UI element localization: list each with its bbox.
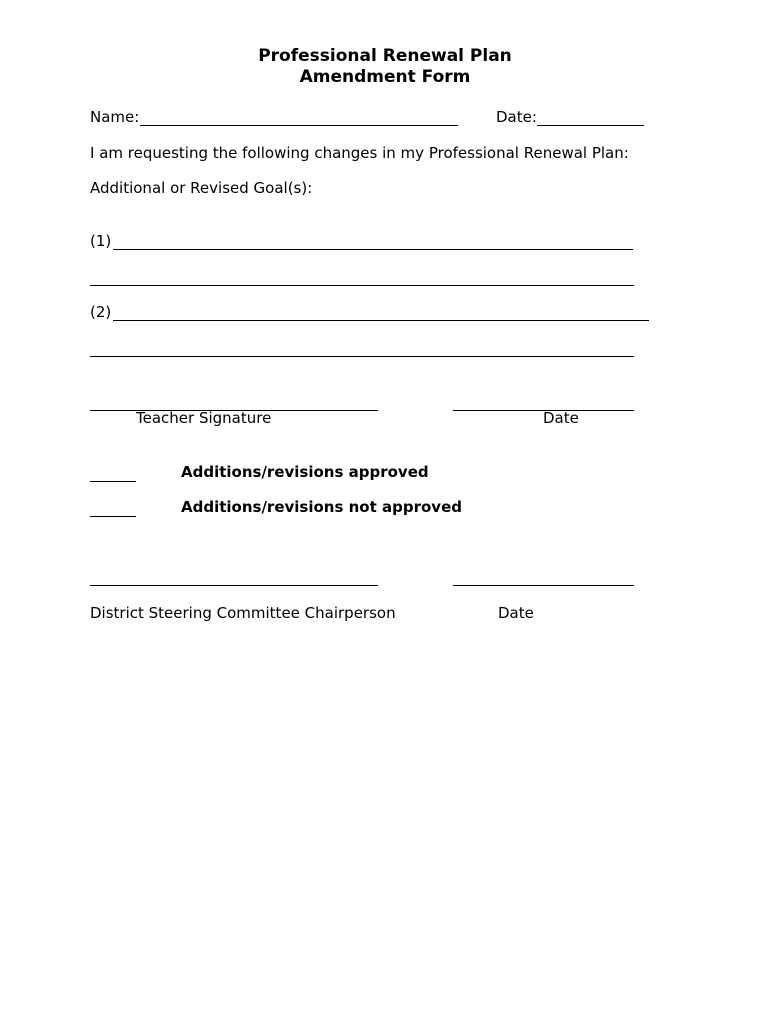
goal-1-line-2[interactable] bbox=[90, 285, 634, 286]
request-text: I am requesting the following changes in my Professional Renewal Plan: bbox=[90, 144, 629, 162]
date-field[interactable] bbox=[537, 125, 644, 126]
goal-2-line-1[interactable] bbox=[113, 320, 649, 321]
name-field[interactable] bbox=[140, 125, 458, 126]
chairperson-label: District Steering Committee Chairperson bbox=[90, 604, 396, 622]
approved-check-line[interactable] bbox=[90, 481, 136, 482]
teacher-date-label: Date bbox=[543, 409, 579, 427]
not-approved-check-line[interactable] bbox=[90, 516, 136, 517]
chairperson-signature-line[interactable] bbox=[90, 585, 378, 586]
chair-date-label: Date bbox=[498, 604, 534, 622]
teacher-signature-label: Teacher Signature bbox=[136, 409, 272, 427]
goal-2-line-2[interactable] bbox=[90, 356, 634, 357]
not-approved-label: Additions/revisions not approved bbox=[181, 498, 462, 516]
form-title-line2: Amendment Form bbox=[299, 67, 471, 87]
goal-1-line-1[interactable] bbox=[113, 249, 633, 250]
name-label: Name: bbox=[90, 108, 140, 126]
date-label: Date: bbox=[496, 108, 537, 126]
goal-1-marker: (1) bbox=[90, 232, 112, 250]
chair-date-line[interactable] bbox=[453, 585, 634, 586]
goals-heading: Additional or Revised Goal(s): bbox=[90, 179, 313, 197]
form-title-line1: Professional Renewal Plan bbox=[258, 46, 512, 66]
goal-2-marker: (2) bbox=[90, 303, 112, 321]
approved-label: Additions/revisions approved bbox=[181, 463, 429, 481]
